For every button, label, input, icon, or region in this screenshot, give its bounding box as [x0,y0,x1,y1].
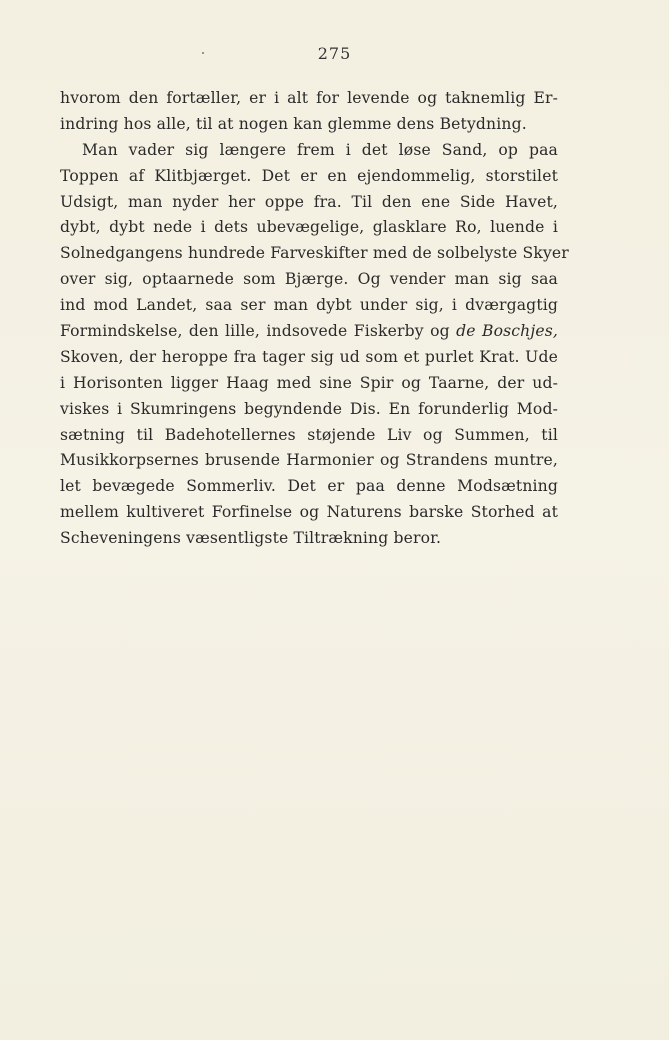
text-line: ind mod Landet, saa ser man dybt under sig, i dværgagtig [60,296,558,315]
text-line: i Horisonten ligger Haag med sine Spir og Taarne, der ud- [60,373,558,392]
text-line: dybt, dybt nede i dets ubevægelige, glasklare Ro, luende i [60,218,558,237]
text-line: indring hos alle, til at nogen kan glemme dens Betydning. [60,114,527,133]
print-speck [202,52,204,54]
italic-place-name: de Boschjes, [456,322,558,341]
text-line: sætning til Badehotellernes støjende Liv og Summen, til [60,425,558,444]
text-line: mellem kultiveret Forfinelse og Naturens barske Storhed at [60,503,558,522]
text-line: Toppen af Klitbjærget. Det er en ejendommelig, storstilet [60,166,558,185]
text-line: viskes i Skumringens begyndende Dis. En forunderlig Mod- [60,399,558,418]
body-text [60,86,569,552]
text-line-with-italic [60,319,558,345]
text-line: Solnedgangens hundrede Farveskifter med de solbelyste Skyer [60,244,569,263]
text-line: Scheveningens væsentligste Tiltrækning beror. [60,529,442,548]
text-line: Man vader sig længere frem i det løse Sand, op paa [82,140,558,159]
text-line: Udsigt, man nyder her oppe fra. Til den ene Side Havet, [60,192,558,211]
text-segment: Formindskelse, den lille, indsovede Fiskerby og [60,322,450,341]
text-line: over sig, optaarnede som Bjærge. Og vender man sig saa [60,270,558,289]
text-line: hvorom den fortæller, er i alt for levende og taknemlig Er- [60,89,558,107]
text-line: Skoven, der heroppe fra tager sig ud som et purlet Krat. Ude [60,347,558,366]
text-line: let bevægede Sommerliv. Det er paa denne Modsætning [60,477,558,496]
page-number: 275 [317,44,352,63]
text-line: Musikkorpsernes brusende Harmonier og Strandens muntre, [60,451,558,470]
